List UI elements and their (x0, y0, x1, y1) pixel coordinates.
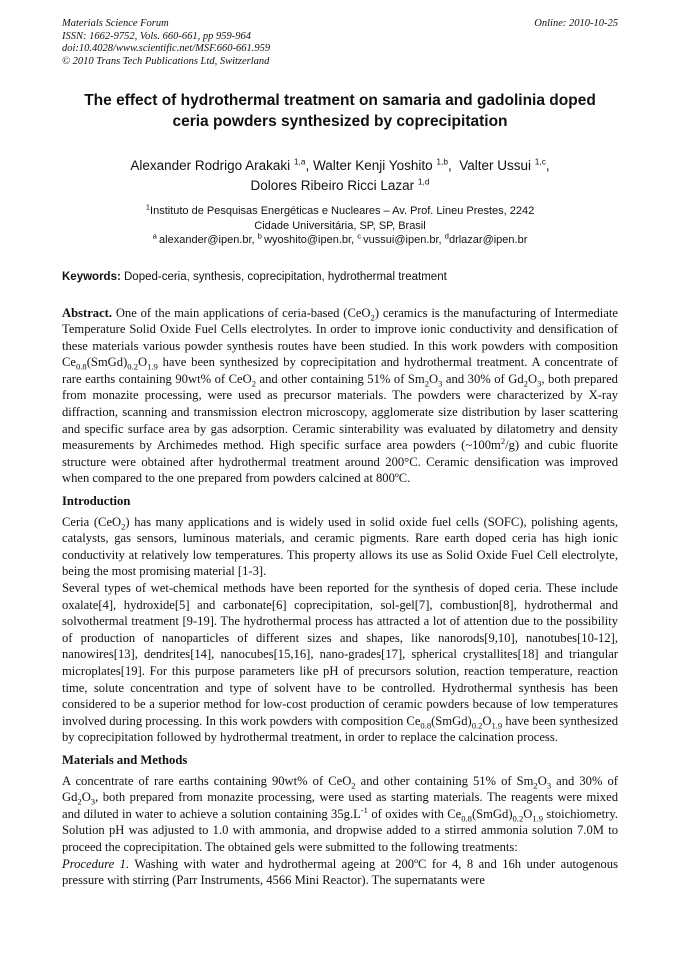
online-date: Online: 2010-10-25 (534, 18, 618, 29)
keywords-line (62, 270, 618, 285)
journal-header-left (62, 18, 270, 68)
affiliation-line-2: Cidade Universitária, SP, SP, Brasil (254, 219, 426, 232)
copyright-line: © 2010 Trans Tech Publications Ltd, Switzerland (62, 55, 270, 67)
authors-line: Alexander Rodrigo Arakaki $^{1,a}$, Walter Kenji Yoshito $^{1,b}$, Valter Ussui $^{1,c}$, Dolores Ribeiro Ricci Lazar $^{1,d}$ (130, 156, 550, 193)
author-emails-line: $^a$ alexander@ipen.br, $^b$ wyoshito@ipen.br, $^c$ vussui@ipen.br, $^d$drlazar@ipen.br (152, 231, 528, 246)
affiliation-block (62, 204, 618, 248)
journal-header (62, 18, 618, 68)
introduction-paragraph-1: Ceria (CeO$_2$) has many applications and is widely used in solid oxide fuel cells (SOFC), polishing agents, catalysts, gas sensors, luminous materials, and ceramic pigments. Rare earth doped ceria has high ionic conductivity at relatively low temperatures. This property allows its use as Solid Oxide Fuel Cell electrolyte, being the most promising material [1-3]. (62, 514, 619, 579)
journal-name: Materials Science Forum (62, 18, 169, 29)
issn-line: ISSN: 1662-9752, Vols. 660-661, pp 959-964 (62, 30, 251, 42)
paper-body (62, 305, 618, 889)
procedure-1-paragraph: Procedure 1. Washing with water and hydrothermal ageing at 200ºC for 4, 8 and 16h under autogenous pressure with stirring (Parr Instruments, 4566 Mini Reactor). The supernatants were (62, 856, 618, 888)
section-heading-materials-and-methods: Materials and Methods (62, 752, 188, 767)
section-heading-introduction: Introduction (62, 494, 131, 509)
keywords-label: Keywords: (62, 270, 121, 283)
doi-line: doi:10.4028/www.scientific.net/MSF.660-661.959 (62, 43, 271, 54)
introduction-paragraph-2: Several types of wet-chemical methods have been reported for the synthesis of doped ceria. These include oxalate[4], hydroxide[5] and carbonate[6] coprecipitation, sol-gel[7], combustion[8], hydrothermal and solvothermal treatment [9-19]. The hydrothermal process has attracted a lot of attention due to the possibility of production of nanoparticles of different sizes and shapes, like nanorods[9,10], nanotubes[10-12], nanowires[13], dendrites[14], nanocubes[15,16], nano-grades[17], spherical crystallites[18] and triangular microplates[19]. For this purpose parameters like pH of precursors solution, reaction temperature, reaction time, solute concentration and type of solvent have to be controlled. Hydrothermal synthesis has been considered to be a superior method for low-cost production of ceramic powders because of low temperatures involved during processing. In this work powders with composition $Ce_{0.8}(SmGd)_{0.2}O_{1.9}$ have been synthesized by coprecipitation followed by hydrothermal treatment, in order to replace the calcination process. (62, 581, 619, 745)
affiliation-line-1: $^1$Instituto de Pesquisas Energéticas e Nucleares – Av. Prof. Lineu Prestes, 2242 (145, 202, 535, 217)
keywords-text: Doped-ceria, synthesis, coprecipitation, hydrothermal treatment (120, 270, 447, 283)
materials-paragraph: A concentrate of rare earths containing 90wt% of CeO$_2$ and other containing 51% of $Sm_2O_3$ and 30% of $Gd_2O_3$, both prepared from monazite processing, were used as starting materials. The reagents were mixed and diluted in water to achieve a solution containing $35g.L^{-1}$ of oxides with $Ce_{0.8}(SmGd)_{0.2}O_{1.9}$ stoichiometry. Solution pH was adjusted to 1.0 with ammonia, and dropwise added to a stirred ammonia solution 7.0M to proceed the coprecipitation. The obtained gels were submitted to the following treatments: (62, 773, 618, 854)
abstract-paragraph: Abstract. One of the main applications of ceria-based (CeO$_2$) ceramics is the manufacturing of Intermediate Temperature Solid Oxide Fuel Cells electrolytes. In order to improve ionic conductivity and densification of these materials various powder synthesis routes have been studied. In this work powders with composition $Ce_{0.8}(SmGd)_{0.2}O_{1.9}$ have been synthesized by coprecipitation and hydrothermal treatment. A concentrate of rare earths containing 90wt% of CeO$_2$ and other containing 51% of $Sm_2O_3$ and 30% of $Gd_2O_3$, both prepared from monazite processing, were used as precursor materials. The powders were characterized by X-ray diffraction, scanning and transmission electron microscopy, agglomerate size distribution by laser scattering and specific surface area by gas adsorption. Ceramic sinterability was evaluated by dilatometry and density measurements by Archimedes method. High specific surface area powders $(\sim 100m^2/g)$ and cubic fluorite structure were obtained after hydrothermal treatment around 200°C. Ceramic densification was improved when compared to the one prepared from powders calcined at 800ºC. (62, 305, 618, 486)
paper-title: The effect of hydrothermal treatment on samaria and gadolinia doped ceria powders synthesized by coprecipitation (84, 92, 596, 130)
